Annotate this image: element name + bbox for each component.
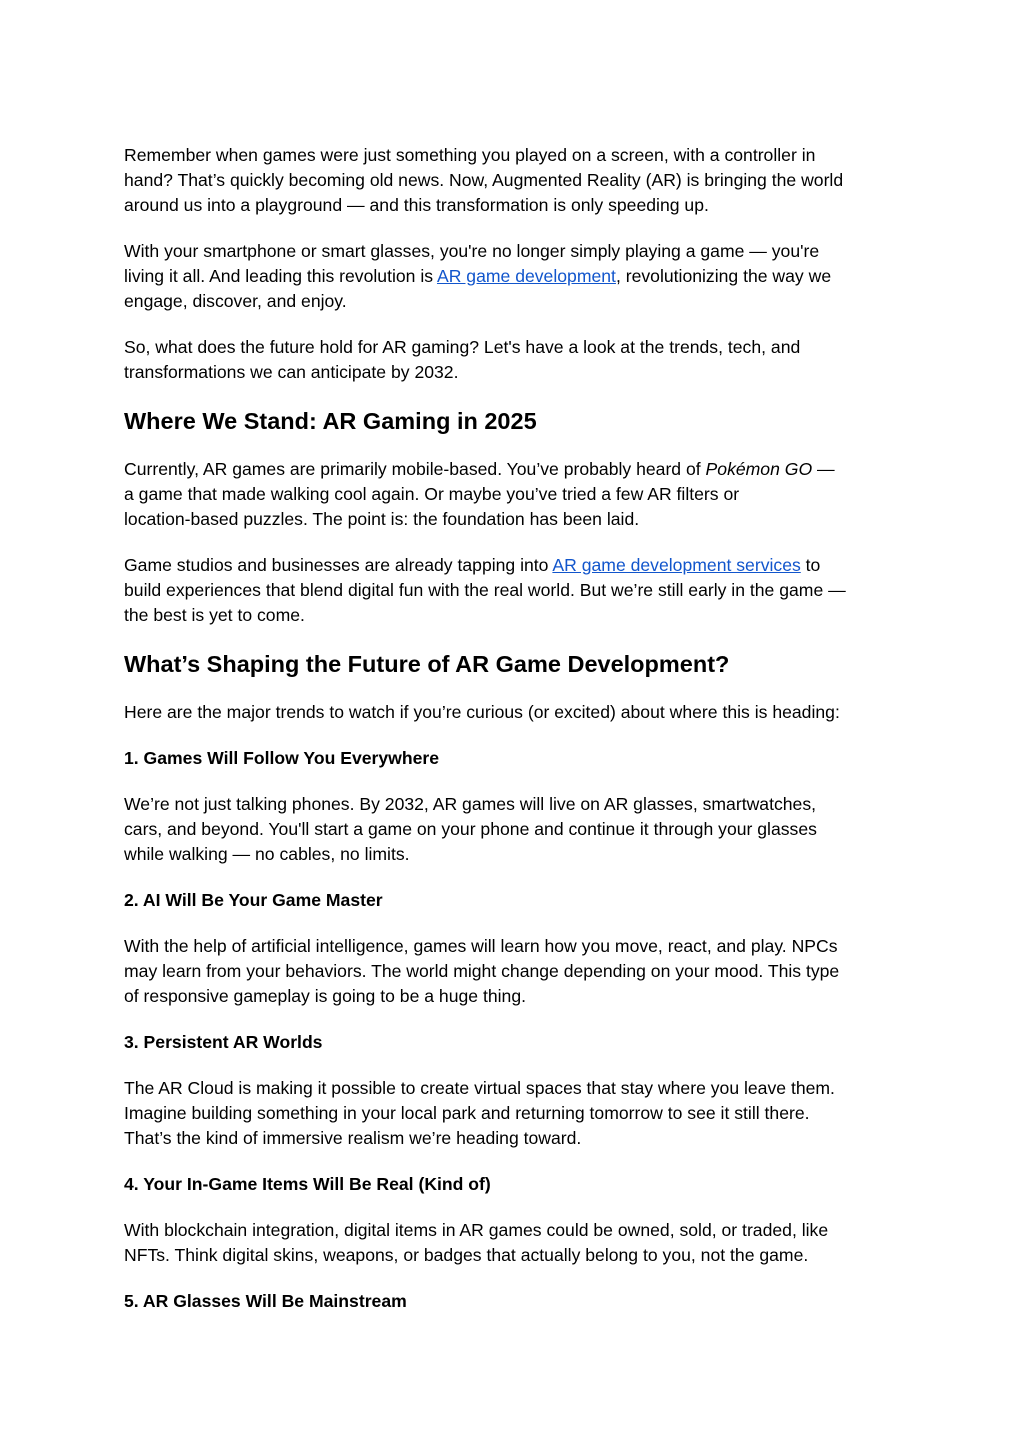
text-line: hand? That’s quickly becoming old news. Now, Augmented Reality (AR) is bringing the world	[124, 170, 844, 190]
text-line: while walking — no cables, no limits.	[124, 844, 410, 864]
text-line: around us into a playground — and this transformation is only speeding up.	[124, 195, 709, 215]
text-line: engage, discover, and enjoy.	[124, 291, 347, 311]
text-line: With the help of artificial intelligence, games will learn how you move, react, and play. NPCs	[124, 936, 838, 956]
text-segment: , revolutionizing the way we	[615, 266, 832, 286]
text-line: Imagine building something in your local park and returning tomorrow to see it still there.	[124, 1103, 810, 1123]
text-line: So, what does the future hold for AR gaming? Let's have a look at the trends, tech, and	[124, 337, 801, 357]
text-segment: Currently, AR games are primarily mobile-based. You’ve probably heard of	[124, 459, 706, 479]
text-segment: living it all. And leading this revolution is	[124, 266, 437, 286]
text-line	[124, 457, 909, 482]
trend-heading: 2. AI Will Be Your Game Master	[124, 890, 383, 910]
text-segment: Game studios and businesses are already tapping into	[124, 555, 553, 575]
text-line: We’re not just talking phones. By 2032, AR games will live on AR glasses, smartwatches,	[124, 794, 817, 814]
trend-heading: 1. Games Will Follow You Everywhere	[124, 748, 440, 768]
text-segment: —	[812, 459, 835, 479]
section1-paragraph-1	[124, 457, 909, 532]
section2-intro	[124, 700, 909, 725]
text-line	[124, 264, 909, 289]
trend-paragraph	[124, 1076, 909, 1151]
trend-heading: 3. Persistent AR Worlds	[124, 1032, 323, 1052]
ar-game-development-services-link[interactable]: AR game development services	[552, 555, 801, 575]
trend-paragraph	[124, 1218, 909, 1268]
text-line: The AR Cloud is making it possible to create virtual spaces that stay where you leave them.	[124, 1078, 835, 1098]
pokemon-go-title: Pokémon GO	[705, 459, 813, 479]
text-line: cars, and beyond. You'll start a game on your phone and continue it through your glasses	[124, 819, 817, 839]
section-heading-future: What’s Shaping the Future of AR Game Development?	[124, 651, 730, 677]
text-line: That’s the kind of immersive realism we’re heading toward.	[124, 1128, 582, 1148]
text-line: NFTs. Think digital skins, weapons, or badges that actually belong to you, not the game.	[124, 1245, 809, 1265]
intro-paragraph-1	[124, 143, 909, 218]
section1-paragraph-2	[124, 553, 909, 628]
text-line: Remember when games were just something you played on a screen, with a controller in	[124, 145, 816, 165]
text-line: With blockchain integration, digital items in AR games could be owned, sold, or traded, like	[124, 1220, 829, 1240]
text-line: a game that made walking cool again. Or maybe you’ve tried a few AR filters or	[124, 484, 740, 504]
text-line: location-based puzzles. The point is: the foundation has been laid.	[124, 509, 640, 529]
text-line: With your smartphone or smart glasses, you're no longer simply playing a game — you're	[124, 241, 820, 261]
trend-paragraph	[124, 934, 909, 1009]
trend-paragraph	[124, 792, 909, 867]
section-heading-where-we-stand: Where We Stand: AR Gaming in 2025	[124, 408, 537, 434]
text-line: transformations we can anticipate by 2032.	[124, 362, 459, 382]
trend-heading: 4. Your In-Game Items Will Be Real (Kind of)	[124, 1174, 491, 1194]
document-page	[124, 143, 909, 1335]
intro-paragraph-2	[124, 239, 909, 314]
text-line: may learn from your behaviors. The world might change depending on your mood. This type	[124, 961, 840, 981]
text-line: the best is yet to come.	[124, 605, 305, 625]
text-line	[124, 553, 909, 578]
intro-paragraph-3	[124, 335, 909, 385]
trend-heading: 5. AR Glasses Will Be Mainstream	[124, 1291, 407, 1311]
text-line: build experiences that blend digital fun with the real world. But we’re still early in the game —	[124, 580, 846, 600]
text-segment: to	[800, 555, 821, 575]
text-line: of responsive gameplay is going to be a huge thing.	[124, 986, 526, 1006]
text-line: Here are the major trends to watch if you’re curious (or excited) about where this is heading:	[124, 702, 840, 722]
ar-game-development-link[interactable]: AR game development	[436, 266, 616, 286]
